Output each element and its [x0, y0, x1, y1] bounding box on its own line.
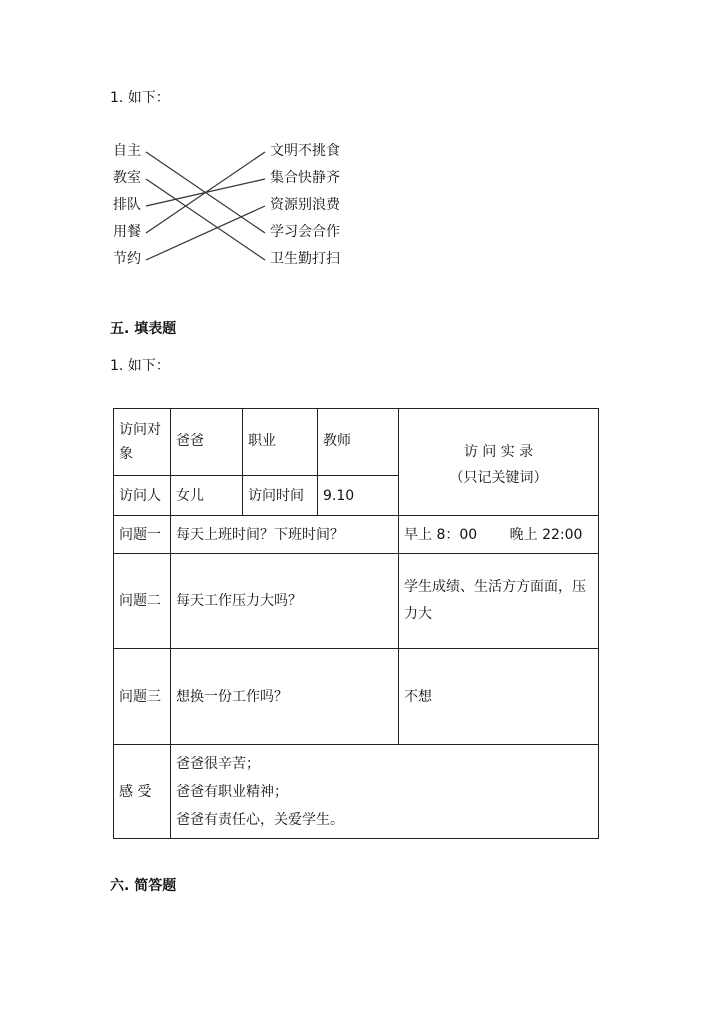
- section5-q1-label: 1. 如下：: [110, 358, 170, 374]
- feeling-line: 爸爸有责任心，关爱学生。: [176, 811, 344, 828]
- record-header: [399, 409, 599, 516]
- matching-left-item: 用餐: [113, 224, 141, 240]
- record-title: 访 问 实 录: [463, 444, 534, 460]
- matching-right-item: 文明不挑食: [270, 143, 340, 159]
- question-text: 每天工作压力大吗？: [171, 554, 399, 649]
- matching-left-item: 排队: [113, 197, 141, 213]
- matching-right-item: 集合快静齐: [270, 170, 340, 186]
- answer-start-time: 早上 8：00: [404, 526, 478, 543]
- question-label: 问题二: [114, 554, 171, 649]
- section5-title: 五. 填表题: [110, 321, 177, 337]
- question-answer: 不想: [399, 649, 599, 745]
- feeling-content: [171, 745, 599, 839]
- matching-line: [146, 179, 265, 260]
- visitor-value: 女儿: [171, 476, 243, 516]
- occupation-label: 职业: [243, 409, 318, 476]
- question-text: 想换一份工作吗？: [171, 649, 399, 745]
- matching-right-item: 卫生勤打扫: [270, 251, 340, 267]
- occupation-value: 教师: [318, 409, 399, 476]
- feeling-label: 感 受: [114, 745, 171, 839]
- matching-right-item: 学习会合作: [270, 224, 340, 240]
- matching-left-item: 节约: [113, 251, 141, 267]
- matching-right-item: 资源别浪费: [270, 197, 340, 213]
- matching-left-item: 教室: [113, 170, 141, 186]
- feeling-line: 爸爸很辛苦；: [176, 755, 260, 772]
- question-answer: [399, 516, 599, 554]
- matching-line: [146, 206, 265, 260]
- matching-left-item: 自主: [113, 143, 141, 159]
- question-label: 问题三: [114, 649, 171, 745]
- survey-table: [113, 408, 599, 839]
- visitor-label: 访问人: [114, 476, 171, 516]
- question-label: 问题一: [114, 516, 171, 554]
- visit-target-value: 爸爸: [171, 409, 243, 476]
- feeling-line: 爸爸有职业精神；: [176, 783, 288, 800]
- question-text: 每天上班时间？下班时间？: [171, 516, 399, 554]
- record-subtitle: （只记关键词）: [449, 470, 548, 486]
- answer-end-time: 晚上 22:00: [509, 526, 583, 543]
- question-answer: 学生成绩、生活方方面面，压力大: [399, 554, 599, 649]
- visit-time-value: 9.10: [318, 476, 399, 516]
- q1-label: 1. 如下：: [110, 90, 170, 106]
- visit-target-label: 访问对象: [114, 409, 171, 476]
- matching-lines: [0, 0, 720, 300]
- section6-title: 六. 简答题: [110, 878, 177, 894]
- visit-time-label: 访问时间: [243, 476, 318, 516]
